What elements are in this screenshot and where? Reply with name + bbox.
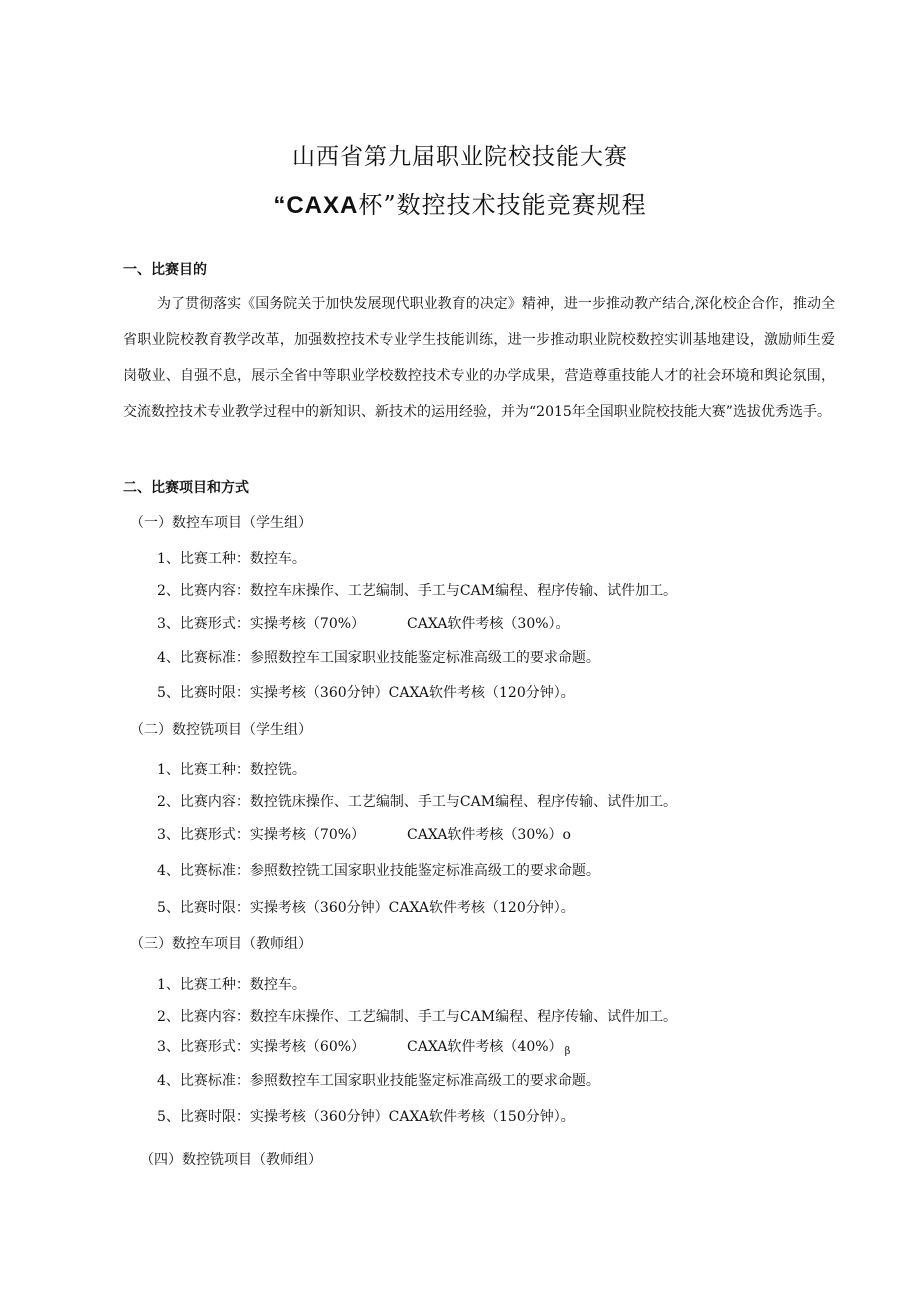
group2-item4: 4、比赛标准：参照数控铣工国家职业技能鉴定标准高级工的要求命题。 <box>157 863 600 879</box>
subtitle-rest: 杯”数控技术技能竞赛规程 <box>358 191 647 219</box>
group3-form-a: 3、比赛形式：实操考核（60%） <box>157 1039 366 1055</box>
group1-item3 <box>157 613 570 633</box>
group3-item2: 2、比赛内容：数控车床操作、工艺编制、手工与CAM编程、程序传输、试件加工。 <box>157 1009 678 1025</box>
group3-item1: 1、比赛工种：数控车。 <box>157 977 306 993</box>
group1-item2: 2、比赛内容：数控车床操作、工艺编制、手工与CAM编程、程序传输、试件加工。 <box>157 583 678 599</box>
document-subtitle <box>0 185 920 220</box>
group1-item1: 1、比赛工种：数控车。 <box>157 551 306 567</box>
group1-title: （一）数控车项目（学生组） <box>130 515 312 531</box>
group3-item3 <box>157 1036 570 1057</box>
group2-form-b: CAXA软件考核（30%）o <box>407 827 571 843</box>
document-title: 山西省第九届职业院校技能大赛 <box>292 144 628 170</box>
group3-title: （三）数控车项目（教师组） <box>130 936 312 952</box>
section1-paragraph: 为了贯彻落实《国务院关于加快发展现代职业教育的决定》精神，进一步推动教产结合,深化校企合作，推动全省职业院校教育教学改革，加强数控技术专业学生技能训练，进一步推动职业院校数控实训基地建设，激励师生爱岗敬业、自强不息，展示全省中等职业学校数控技术专业的办学成果，营造尊重技能人才的社会环境和舆论氛围，交流数控技术专业教学过程中的新知识、新技术的运用经验，并为“2015年全国职业院校技能大赛”选拔优秀选手。 <box>123 296 835 420</box>
group3-form-b: CAXA软件考核（40%） <box>407 1039 563 1055</box>
group1-form-a: 3、比赛形式：实操考核（70%） <box>157 616 366 632</box>
section2-heading: 二、比赛项目和方式 <box>123 480 249 496</box>
group2-item5: 5、比赛时限：实操考核（360分钟）CAXA软件考核（120分钟）。 <box>157 900 575 916</box>
group3-item5: 5、比赛时限：实操考核（360分钟）CAXA软件考核（150分钟）。 <box>157 1109 575 1125</box>
group2-title: （二）数控铣项目（学生组） <box>130 722 312 738</box>
group1-form-b: CAXA软件考核（30%）。 <box>407 616 570 632</box>
group3-form-mark: β <box>564 1046 571 1057</box>
section1-heading: 一、比赛目的 <box>123 262 207 278</box>
group3-item4: 4、比赛标准：参照数控车工国家职业技能鉴定标准高级工的要求命题。 <box>157 1073 600 1089</box>
group2-item3 <box>157 824 571 844</box>
group4-title: （四）数控铣项目（教师组） <box>140 1152 322 1168</box>
group2-item1: 1、比赛工种：数控铣。 <box>157 762 306 778</box>
group2-item2: 2、比赛内容：数控铣床操作、工艺编制、手工与CAM编程、程序传输、试件加工。 <box>157 794 678 810</box>
group1-item5: 5、比赛时限：实操考核（360分钟）CAXA软件考核（120分钟）。 <box>157 685 575 701</box>
subtitle-caxa: “CAXA <box>273 192 359 219</box>
group2-form-a: 3、比赛形式：实操考核（70%） <box>157 827 366 843</box>
group1-item4: 4、比赛标准：参照数控车工国家职业技能鉴定标准高级工的要求命题。 <box>157 650 600 666</box>
